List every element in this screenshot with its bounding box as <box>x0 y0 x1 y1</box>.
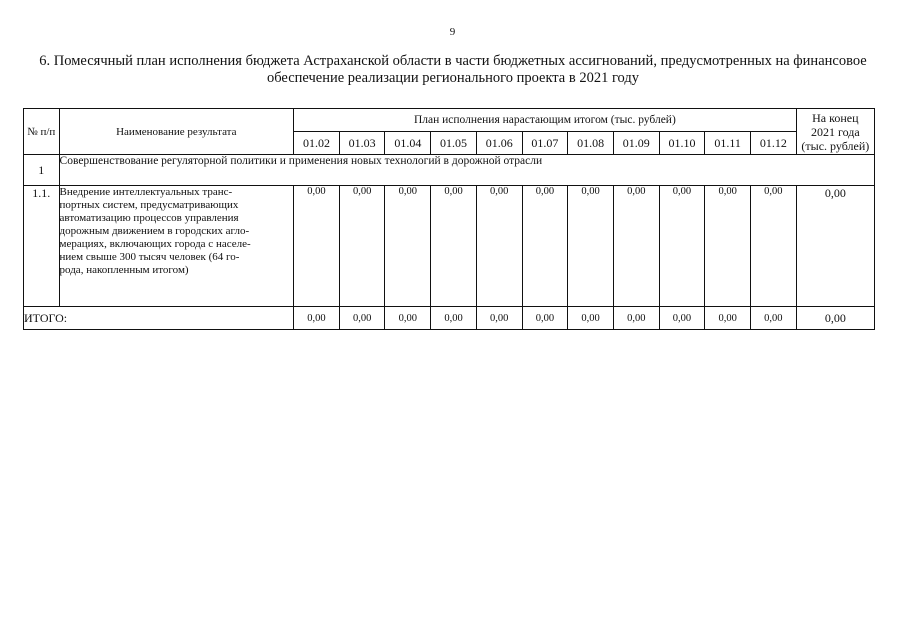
row-month-value: 0,00 <box>339 186 385 307</box>
header-end-line-3: (тыс. рублей) <box>801 138 870 153</box>
header-month: 01.11 <box>705 132 751 155</box>
page-number: 9 <box>449 26 456 38</box>
total-month-value: 0,00 <box>339 307 385 330</box>
header-num: № п/п <box>24 109 60 155</box>
section-row <box>24 155 875 186</box>
row-month-value: 0,00 <box>522 186 568 307</box>
row-name-line: портных систем, предусматривающих <box>59 199 239 211</box>
row-month-value: 0,00 <box>294 186 340 307</box>
total-month-value: 0,00 <box>385 307 431 330</box>
row-month-value: 0,00 <box>659 186 705 307</box>
header-month: 01.02 <box>294 132 340 155</box>
section-num: 1 <box>24 155 60 186</box>
row-month-value: 0,00 <box>750 186 796 307</box>
row-result-name <box>59 186 294 307</box>
document-title-line-1: 6. Помесячный план исполнения бюджета Астраханской области в части бюджетных ассигнований, предусмотренных на финансовое <box>39 53 867 69</box>
row-num: 1.1. <box>24 186 60 307</box>
budget-plan-table <box>23 108 875 330</box>
section-title: Совершенствование регуляторной политики и применения новых технологий в дорожной отрасли <box>59 155 874 186</box>
header-month: 01.05 <box>431 132 477 155</box>
row-name-line: Внедрение интеллектуальных транс- <box>59 186 233 198</box>
header-month: 01.04 <box>385 132 431 155</box>
total-month-value: 0,00 <box>476 307 522 330</box>
total-month-value: 0,00 <box>294 307 340 330</box>
total-month-value: 0,00 <box>431 307 477 330</box>
header-month: 01.09 <box>613 132 659 155</box>
row-month-value: 0,00 <box>568 186 614 307</box>
header-month: 01.07 <box>522 132 568 155</box>
row-month-value: 0,00 <box>431 186 477 307</box>
row-end-value: 0,00 <box>796 186 874 307</box>
document-title <box>18 53 888 87</box>
header-end-of-year <box>796 109 874 155</box>
row-name-line: мерациях, включающих города с населе- <box>59 238 251 250</box>
row-month-value: 0,00 <box>476 186 522 307</box>
total-month-value: 0,00 <box>659 307 705 330</box>
header-end-line-1: На конец <box>812 110 859 125</box>
header-plan: План исполнения нарастающим итогом (тыс. рублей) <box>294 109 797 132</box>
header-result-name: Наименование результата <box>59 109 294 155</box>
total-month-value: 0,00 <box>568 307 614 330</box>
row-name-line: автоматизацию процессов управления <box>59 212 239 224</box>
header-month: 01.10 <box>659 132 705 155</box>
header-month: 01.08 <box>568 132 614 155</box>
total-row <box>24 307 875 330</box>
document-title-line-2: обеспечение реализации регионального проекта в 2021 году <box>266 70 640 86</box>
table-row <box>24 186 875 307</box>
total-month-value: 0,00 <box>613 307 659 330</box>
header-month: 01.06 <box>476 132 522 155</box>
row-name-line: дорожным движением в городских агло- <box>59 225 250 237</box>
row-month-value: 0,00 <box>613 186 659 307</box>
row-name-line: рода, накопленным итогом) <box>59 264 189 276</box>
total-label: ИТОГО: <box>24 307 294 330</box>
header-month: 01.12 <box>750 132 796 155</box>
total-end-value: 0,00 <box>796 307 874 330</box>
header-month: 01.03 <box>339 132 385 155</box>
header-end-line-2: 2021 года <box>810 124 860 139</box>
row-name-line: нием свыше 300 тысяч человек (64 го- <box>59 251 240 263</box>
total-month-value: 0,00 <box>750 307 796 330</box>
total-month-value: 0,00 <box>705 307 751 330</box>
total-month-value: 0,00 <box>522 307 568 330</box>
row-month-value: 0,00 <box>705 186 751 307</box>
row-month-value: 0,00 <box>385 186 431 307</box>
